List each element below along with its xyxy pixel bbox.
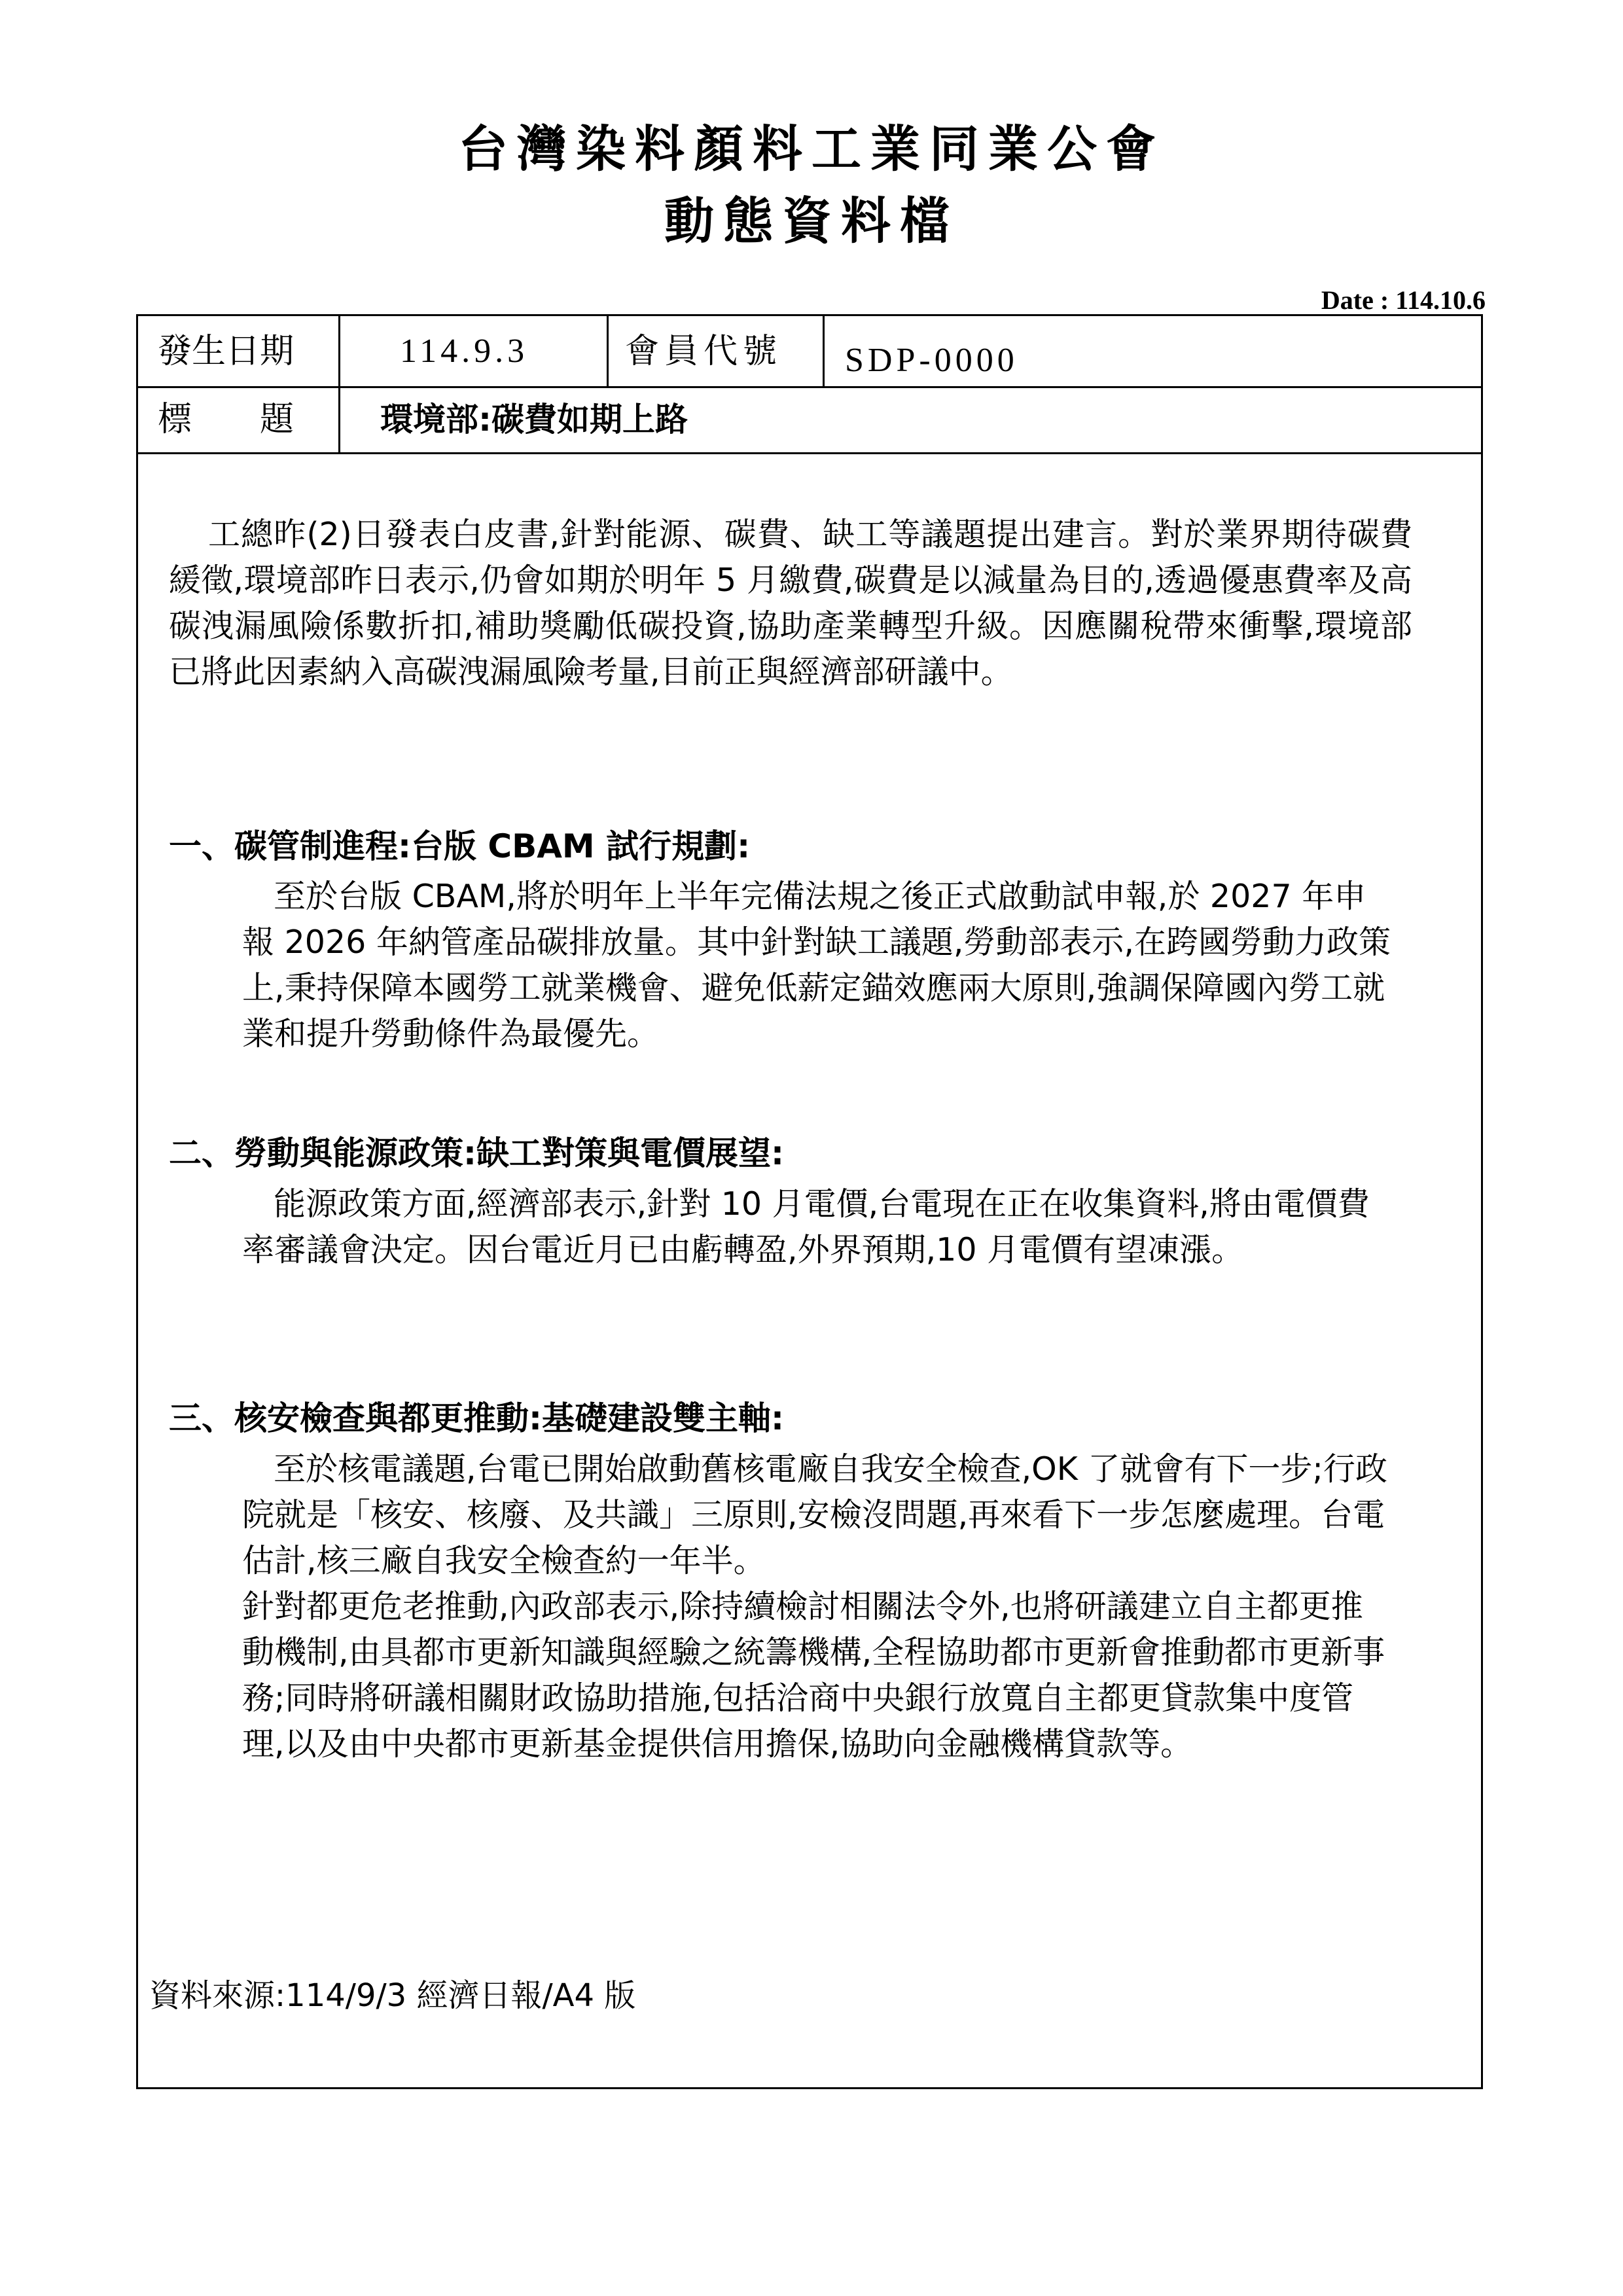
occur-date-value: 114.9.3 (400, 332, 529, 370)
section-3-paragraph-2: 針對都更危老推動,內政部表示,除持續檢討相關法令外,也將研議建立自主都更推動機制,由具都市更新知識與經驗之統籌機構,全程協助都市更新會推動都市更新事務;同時將研議相關財政協助措施,包括洽商中央銀行放寬自主都更貸款集中度管理,以及由中央都市更新基金提供信用擔保,協助向金融機構貸款等。 (242, 1588, 1385, 1763)
column-divider (823, 316, 825, 386)
section-2-paragraph: 能源政策方面,經濟部表示,針對 10 月電價,台電現在正在收集資料,將由電價費率審議會決定。因台電近月已由虧轉盈,外界預期,10 月電價有望凍漲。 (242, 1185, 1370, 1268)
section-1-paragraph: 至於台版 CBAM,將於明年上半年完備法規之後正式啟動試申報,於 2027 年申報 2026 年納管產品碳排放量。其中針對缺工議題,勞動部表示,在跨國勞動力政策上,秉持保障本國勞工就業機會、避免低薪定錨效應兩大原則,強調保障國內勞工就業和提升勞動條件為最優先。 (242, 878, 1391, 1052)
section-2-heading: 二、勞動與能源政策:缺工對策與電價展望: (169, 1134, 784, 1172)
column-divider (338, 316, 340, 452)
document-date: Date : 114.10.6 (1321, 285, 1486, 315)
intro-paragraph (169, 512, 1412, 695)
section-2-body (242, 1181, 1394, 1273)
source-note: 資料來源:114/9/3 經濟日報/A4 版 (149, 1977, 636, 2014)
occur-date-label: 發生日期 (158, 331, 294, 371)
section-3-paragraph-1: 至於核電議題,台電已開始啟動舊核電廠自我安全檢查,OK 了就會有下一步;行政院就是「核安、核廢、及共識」三原則,安檢沒問題,再來看下一步怎麼處理。台電估計,核三廠自我安全檢查約一年半。 (242, 1450, 1387, 1579)
document-title: 台灣染料顏料工業同業公會 (458, 120, 1165, 178)
row-divider (138, 452, 1481, 454)
subject-value: 環境部:碳費如期上路 (380, 401, 688, 439)
document-subtitle: 動態資料檔 (664, 192, 959, 250)
section-3-heading: 三、核安檢查與都更推動:基礎建設雙主軸: (169, 1399, 784, 1437)
member-code-value: SDP-0000 (845, 341, 1018, 379)
intro-text: 工總昨(2)日發表白皮書,針對能源、碳費、缺工等議題提出建言。對於業界期待碳費緩徵,環境部昨日表示,仍會如期於明年 5 月繳費,碳費是以減量為目的,透過優惠費率及高碳洩漏風險係數折扣,補助獎勵低碳投資,協助產業轉型升級。因應關稅帶來衝擊,環境部已將此因素納入高碳洩漏風險考量,目前正與經濟部研議中。 (169, 516, 1412, 691)
section-1-heading: 一、碳管制進程:台版 CBAM 試行規劃: (169, 827, 751, 865)
member-code-label: 會員代號 (625, 331, 783, 371)
section-1-body (242, 874, 1394, 1057)
subject-label: 標 題 (158, 400, 294, 439)
column-divider (607, 316, 609, 386)
section-3-body (242, 1446, 1394, 1767)
